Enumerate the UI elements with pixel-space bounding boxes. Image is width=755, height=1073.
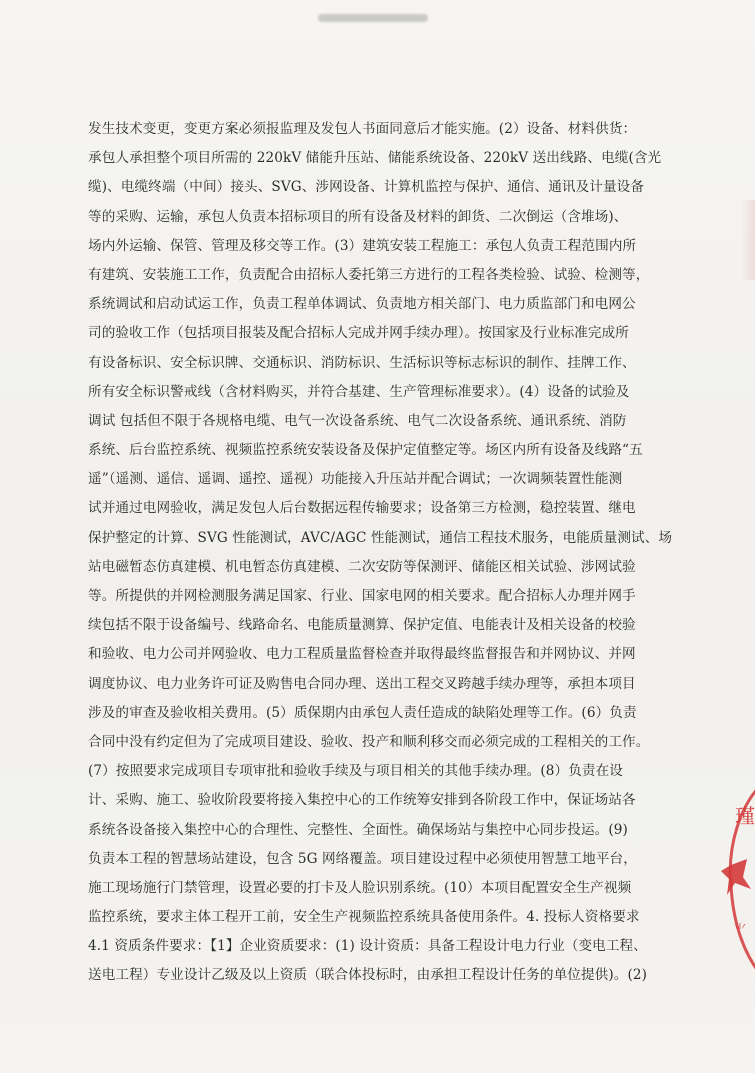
text-line: 施工现场施行门禁管理，设置必要的打卡及人脸识别系统。(10）本项目配置安全生产视频 <box>88 879 632 896</box>
seal-star-icon <box>721 859 751 895</box>
text-line: 司的验收工作（包括项目报装及配合招标人完成并网手续办理）。按国家及行业标准完成所 <box>88 325 629 342</box>
text-line: 试并通过电网验收，满足发包人后台数据远程传输要求；设备第三方检测，稳控装置、继电 <box>88 500 636 517</box>
text-line: 有设备标识、安全标识牌、交通标识、消防标识、生活标识等标志标识的制作、挂牌工作、 <box>88 354 636 371</box>
text-line: 等。所提供的并网检测服务满足国家、行业、国家电网的相关要求。配合招标人办理并网手 <box>88 588 636 604</box>
text-line: 承包人承担整个项目所需的 220kV 储能升压站、储能系统设备、220kV 送出线路、电缆(含光 <box>88 150 662 167</box>
text-line: 续包括不限于设备编号、线路命名、电能质量测算、保护定值、电能表计及相关设备的校验 <box>88 617 636 634</box>
text-line: 和验收、电力公司并网验收、电力工程质量监督检查并取得最终监督报告和并网协议、并网 <box>88 646 636 663</box>
text-line: 等的采购、运输，承包人负责本招标项目的所有设备及材料的卸货、二次倒运（含堆场)、 <box>88 208 628 225</box>
edge-stain <box>741 200 755 280</box>
text-line: (7）按照要求完成项目专项审批和验收手续及与项目相关的其他手续办理。(8）负责在设 <box>88 763 623 780</box>
text-line: 送电工程）专业设计乙级及以上资质（联合体投标时，由承担工程设计任务的单位提供)。(2) <box>88 967 648 984</box>
seal-char: 瑾 <box>735 804 755 828</box>
text-line: 计、采购、施工、验收阶段要将接入集控中心的工作统筹安排到各阶段工作中，保证场站各 <box>88 792 636 809</box>
text-line: 合同中没有约定但为了完成项目建设、验收、投产和顺利移交而必须完成的工程相关的工作。 <box>88 733 650 750</box>
text-line: 站电磁暂态仿真建模、机电暂态仿真建模、二次安防等保测评、储能区相关试验、涉网试验 <box>88 558 636 575</box>
text-line: 系统、后台监控系统、视频监控系统安装设备及保护定值整定等。场区内所有设备及线路“五 <box>88 442 643 459</box>
text-line: 保护整定的计算、SVG 性能测试，AVC/AGC 性能测试，通信工程技术服务，电能质量测试、场 <box>88 529 673 546</box>
text-line: 调度协议、电力业务许可证及购售电合同办理、送出工程交叉跨越手续办理等，承担本项目 <box>88 675 636 692</box>
text-line: 监控系统，要求主体工程开工前，安全生产视频监控系统具备使用条件。4. 投标人资格要求 <box>88 909 640 926</box>
text-line: 遥”（遥测、遥信、遥调、遥控、遥视）功能接入升压站并配合调试；一次调频装置性能测 <box>88 471 623 488</box>
text-line: 发生技术变更，变更方案必须报监理及发包人书面同意后才能实施。(2）设备、材料供货： <box>88 121 637 137</box>
text-line: 缆)、电缆终端（中间）接头、SVG、涉网设备、计算机监控与保护、通信、通讯及计量设备 <box>88 179 645 196</box>
svg-text:⺌: ⺌ <box>733 923 747 939</box>
text-line: 系统各设备接入集控中心的合理性、完整性、全面性。确保场站与集控中心同步投运。(9) <box>88 821 628 838</box>
text-line: 场内外运输、保管、管理及移交等工作。(3）建筑安装工程施工：承包人负责工程范围内所 <box>88 237 637 254</box>
text-line: 涉及的审查及验收相关费用。(5）质保期内由承包人责任造成的缺陷处理等工作。(6）负责 <box>88 704 637 721</box>
header-smudge <box>318 14 428 22</box>
text-line: 调试 包括但不限于各规格电缆、电气一次设备系统、电气二次设备系统、通讯系统、消防 <box>88 412 627 429</box>
text-line: 有建筑、安装施工工作，负责配合由招标人委托第三方进行的工程各类检验、试验、检测等， <box>88 266 650 283</box>
text-line: 负责本工程的智慧场站建设，包含 5G 网络覆盖。项目建设过程中必须使用智慧工地平台， <box>88 850 637 867</box>
document-body <box>88 115 678 991</box>
text-line: 所有安全标识警戒线（含材料购买，并符合基建、生产管理标准要求）。(4）设备的试验及 <box>88 383 630 400</box>
seal-stamp-fragment <box>721 785 755 975</box>
text-line: 4.1 资质条件要求：【1】企业资质要求：(1) 设计资质：具备工程设计电力行业（变电工程、 <box>88 938 647 955</box>
text-line: 系统调试和启动试运工作，负责工程单体调试、负责地方相关部门、电力质监部门和电网公 <box>88 296 636 313</box>
